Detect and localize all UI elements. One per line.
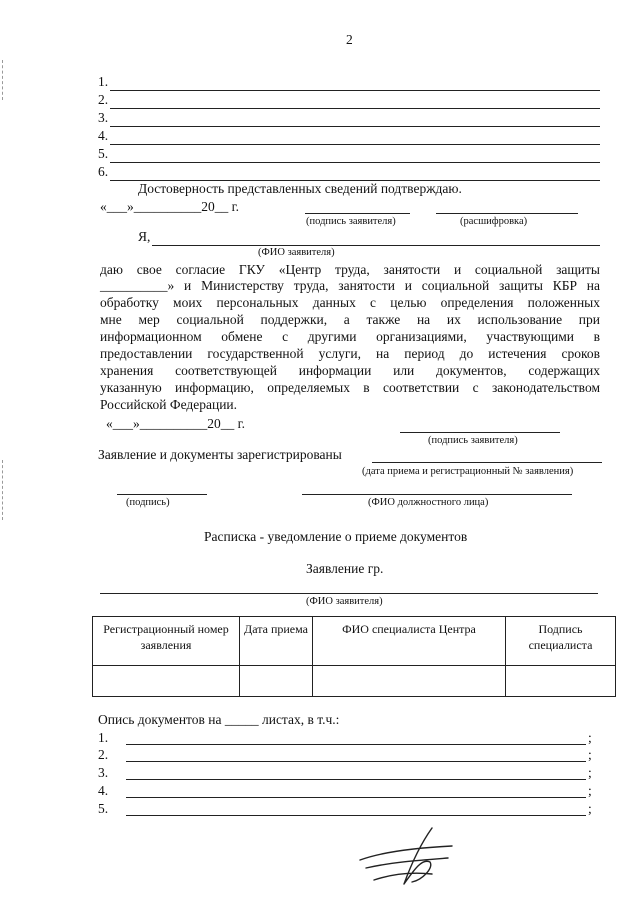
inventory-item-number: 5. <box>98 801 109 816</box>
blank-line <box>110 90 600 91</box>
inventory-item-end: ; <box>588 783 592 798</box>
consent-line: __________» и Министерству труда, занятости и социальной защиты КБР на <box>100 278 600 293</box>
inventory-label: Опись документов на _____ листах, в т.ч.: <box>98 712 340 727</box>
blank-line <box>126 815 586 816</box>
fio-line <box>152 245 600 246</box>
consent-date: «___»__________20__ г. <box>106 416 246 431</box>
inventory-item-end: ; <box>588 765 592 780</box>
signature-line <box>400 432 560 433</box>
decoding-line <box>436 213 578 214</box>
inventory-item-number: 1. <box>98 730 109 745</box>
consent-line: даю свое согласие ГКУ «Центр труда, занятости и социальной защиты <box>100 262 600 277</box>
signature-caption: (подпись заявителя) <box>428 435 518 446</box>
consent-line: мне мер социальной поддержки, а также на их использование при <box>100 312 600 327</box>
inventory-item-end: ; <box>588 730 592 745</box>
table-header-cell: ФИО специалиста Центра <box>313 617 506 666</box>
consent-line: предоставлении государственной услуги, на период до истечения сроков <box>100 346 600 361</box>
numbered-line-label: 2. <box>98 92 109 107</box>
blank-line <box>126 797 586 798</box>
consent-line: хранения соответствующей информации или документов, содержащих <box>100 363 600 378</box>
inventory-item-end: ; <box>588 747 592 762</box>
scan-mark <box>2 60 3 100</box>
blank-line <box>110 144 600 145</box>
registration-line <box>372 462 602 463</box>
handwritten-signature-icon <box>352 822 472 892</box>
scan-mark <box>2 460 3 520</box>
official-caption: (ФИО должностного лица) <box>368 497 489 508</box>
decoding-caption: (расшифровка) <box>460 216 528 227</box>
blank-line <box>126 761 586 762</box>
numbered-line-label: 3. <box>98 110 109 125</box>
table-header-cell: Подпись специалиста <box>506 617 616 666</box>
registration-text: Заявление и документы зарегистрированы <box>98 447 342 462</box>
receipt-table <box>92 616 616 697</box>
sign-caption: (подпись) <box>126 497 170 508</box>
numbered-line-label: 6. <box>98 164 109 179</box>
fio-caption: (ФИО заявителя) <box>258 247 335 258</box>
official-line <box>302 494 572 495</box>
consent-line: информационном обмене с другими организациями, участвующими в <box>100 329 600 344</box>
confirmation-text: Достоверность представленных сведений подтверждаю. <box>138 181 462 196</box>
table-cell <box>93 666 240 697</box>
table-row <box>93 666 616 697</box>
numbered-line-label: 1. <box>98 74 109 89</box>
table-cell <box>240 666 313 697</box>
table-cell <box>313 666 506 697</box>
blank-line <box>126 744 586 745</box>
numbered-line-label: 5. <box>98 146 109 161</box>
blank-line <box>110 108 600 109</box>
confirmation-date: «___»__________20__ г. <box>100 199 240 214</box>
consent-line: обработку моих персональных данных с целью определения положенных <box>100 295 600 310</box>
receipt-fio-line <box>100 593 598 594</box>
consent-line: Российской Федерации. <box>100 397 238 412</box>
blank-line <box>126 779 586 780</box>
consent-i-label: Я, <box>138 229 151 244</box>
signature-line <box>305 213 410 214</box>
blank-line <box>110 162 600 163</box>
receipt-title: Расписка - уведомление о приеме документов <box>204 529 468 544</box>
page-number: 2 <box>346 32 353 47</box>
inventory-item-number: 3. <box>98 765 109 780</box>
sign-line <box>117 494 207 495</box>
table-header-row <box>93 617 616 666</box>
numbered-line-label: 4. <box>98 128 109 143</box>
blank-line <box>110 126 600 127</box>
receipt-subtitle: Заявление гр. <box>306 561 384 576</box>
table-header-cell: Регистрационный номер заявления <box>93 617 240 666</box>
registration-caption: (дата приема и регистрационный № заявления) <box>362 466 574 477</box>
table-cell <box>506 666 616 697</box>
receipt-fio-caption: (ФИО заявителя) <box>306 596 383 607</box>
inventory-item-end: ; <box>588 801 592 816</box>
inventory-item-number: 4. <box>98 783 109 798</box>
inventory-item-number: 2. <box>98 747 109 762</box>
signature-caption: (подпись заявителя) <box>306 216 396 227</box>
consent-line: указанную информацию, определяемых в соответствии с законодательством <box>100 380 600 395</box>
table-header-cell: Дата приема <box>240 617 313 666</box>
